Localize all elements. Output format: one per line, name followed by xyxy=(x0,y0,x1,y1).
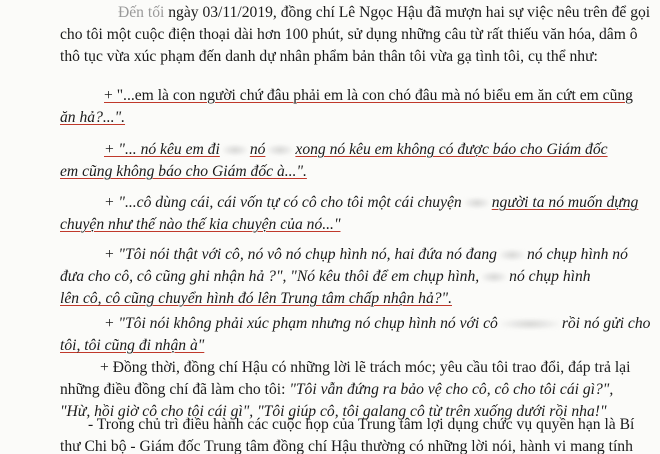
paragraph-line: thư Chi bộ - Giám đốc Trung tâm đồng chí Hậu thường có những lời nói, hành vi mang tính xyxy=(60,438,633,454)
paragraph-line: Đến tối ngày 03/11/2019, đồng chí Lê Ngọc Hậu đã mượn hai sự việc nêu trên để gọi xyxy=(118,4,651,21)
paragraph-line: ăn hả?...". xyxy=(60,109,126,126)
paragraph-line: đưa cho cô, cô cũng ghi nhận hả ?", "Nó kêu thôi để em chụp hình, nó chụp hình xyxy=(60,268,591,285)
paragraph-line: + Đồng thời, đồng chí Hậu có những lời lẽ trách móc; yêu cầu tôi trao đổi, đáp trả lại xyxy=(100,359,631,376)
quote-4 xyxy=(0,244,660,310)
paragraph-line: + "... nó kêu em đi nó xong nó kêu em không có được báo cho Giám đốc xyxy=(104,141,608,158)
redacted-blur xyxy=(499,249,525,261)
quote-2 xyxy=(0,139,660,183)
quote-1 xyxy=(0,85,660,129)
paragraph-line: tôi, tôi cũng đi nhận à" xyxy=(60,337,205,354)
paragraph-meetings xyxy=(0,414,660,454)
paragraph-line: "Hừ, hồi giờ cô cho tôi cái gì", "Tôi giúp cô, tôi galang cô từ trên xuống dưới rồi nha!" xyxy=(60,403,607,420)
quote-5 xyxy=(0,313,660,357)
paragraph-line: em cũng không báo cho Giám đốc à...". xyxy=(60,163,307,180)
paragraph-line: những điều đồng chí đã làm cho tôi: "Tôi vẫn đứng ra bảo vệ cho cô, cô cho tôi cái gì?", xyxy=(60,381,614,398)
paragraph-line: + "...em là con người chứ đâu phải em là con chó đâu mà nó biểu em ăn cứt em cũng xyxy=(104,87,633,104)
faded-text: Đến tối xyxy=(118,4,165,21)
redacted-blur xyxy=(267,144,293,156)
quote-3 xyxy=(0,192,660,236)
redacted-blur xyxy=(222,144,248,156)
paragraph-line: cho tôi một cuộc điện thoại dài hơn 100 phút, sử dụng những câu từ rất thiếu văn hóa, dâm ô xyxy=(60,26,638,43)
paragraph-line: + "...cô dùng cái, cái vốn tự có cô cho tôi một cái chuyện người ta nó muốn dựng xyxy=(104,194,639,211)
paragraph-line: thô tục vừa xúc phạm đến danh dự nhân phẩm bản thân tôi vừa gạ tình tôi, cụ thể như: xyxy=(60,48,598,65)
redacted-blur xyxy=(481,271,507,283)
paragraph-line: + "Tôi nói thật với cô, nó vô nó chụp hình nó, hai đứa nó đang nó chụp hình nó xyxy=(104,246,628,263)
paragraph-line: - Trong chủ trì điều hành các cuộc họp của Trung tâm lợi dụng chức vụ quyền hạn là Bí xyxy=(88,416,635,433)
paragraph-line: chuyện như thế nào thế kia chuyện của nó..." xyxy=(60,216,341,233)
paragraph-intro xyxy=(0,2,660,68)
paragraph-line: + "Tôi nói không phải xúc phạm nhưng nó chụp hình nó với cô rồi nó gửi cho xyxy=(104,315,651,332)
redacted-blur xyxy=(464,197,490,209)
paragraph-line: lên cô, cô cũng chuyển hình đó lên Trung tâm chấp nhận hả?". xyxy=(60,290,452,307)
redacted-blur xyxy=(500,318,560,330)
